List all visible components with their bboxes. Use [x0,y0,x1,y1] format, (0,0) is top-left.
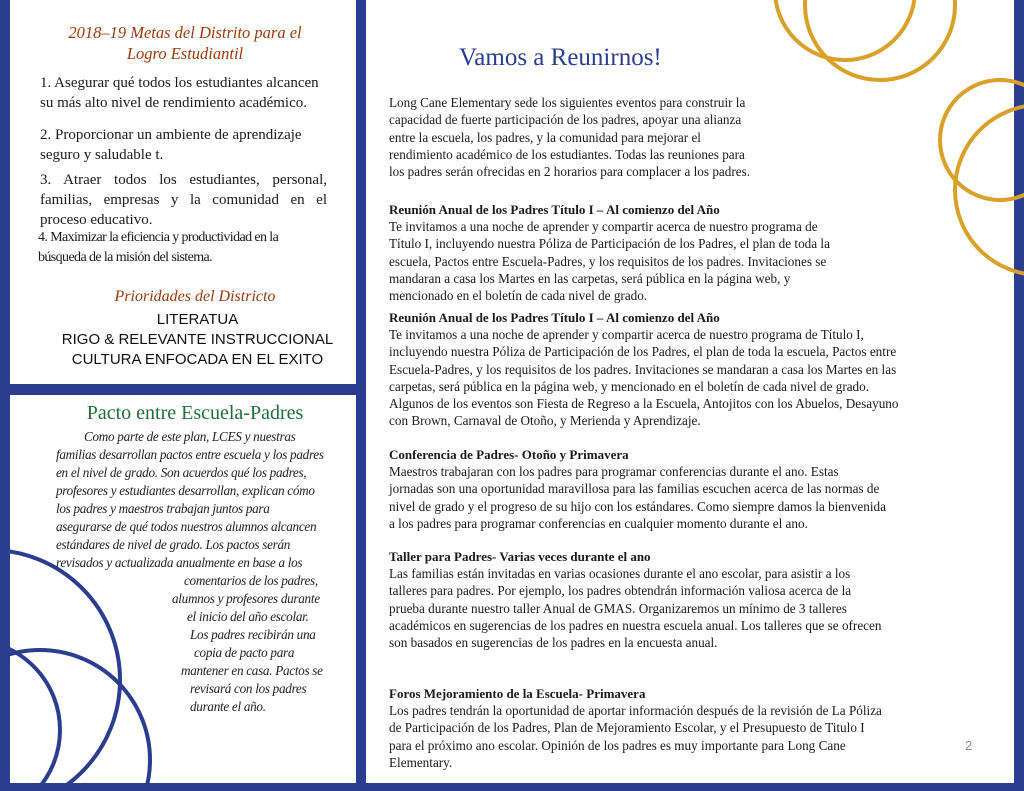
pacto-line: durante el año. [190,699,266,714]
page-heading: Vamos a Reunirnos! [459,44,662,71]
frame-right [1014,0,1024,791]
section-line: académicos en sugerencias de los padres en nuestra escuela anual. Los talleres que se ofrecen [389,617,882,633]
section-line: mencionado en el boletín de cada nivel de grado. [389,288,648,304]
goal-4-line2: búsqueda de la misión del sistema. [38,250,213,265]
section-title: Conferencia de Padres- Otoño y Primavera [389,447,629,462]
intro-line: entre la escuela, los padres, y la comunidad para mejorar el [389,129,701,145]
section-line: para el próximo ano escolar. Opinión de los padres es muy importante para Long Cane [389,737,846,753]
section-line: Te invitamos a una noche de aprender y compartir acerca de nuestro programa de Título I, [389,327,864,342]
pacto-line: comentarios de los padres, [184,573,318,588]
goal-2-line2: seguro y saludable t. [40,147,164,163]
pacto-line: el inicio del año escolar. [187,609,309,624]
section-line: jornadas son una oportunidad maravillosa para las familias escuchen acerca de las normas de [389,481,880,497]
pacto-line: estándares de nivel de grado. Los pactos serán [56,537,291,552]
section-body [389,565,974,651]
section-line: escuela, Pactos entre Escuela-Padres, y los requisitos de los padres. Invitaciones se [389,253,827,269]
frame-top-left [0,0,10,791]
section-line: talleres para padres. Por ejemplo, los padres obtendrán información valiosa acerca de la [389,583,852,599]
frame-bottom [0,783,1024,791]
pacto-line: asegurarse de qué todos nuestros alumnos alcancen [56,519,317,534]
pacto-line: Como parte de este plan, LCES y nuestras [84,429,296,444]
section-line: con Brown, Carnaval de Otoño, y Merienda y Aprendizaje. [389,413,701,429]
goal-1 [40,73,358,113]
section-line: a los padres para programar conferencias en cualquier momento durante el ano. [389,515,808,531]
pacto-line: los padres y maestros trabajan juntos para [56,501,270,516]
section-title: Taller para Padres- Varias veces durante el ano [389,549,651,564]
section-line: Las familias están invitadas en varias ocasiones durante el ano escolar, para asistir a los [389,566,851,581]
section-title: Reunión Anual de los Padres Título I – Al comienzo del Año [389,310,720,325]
intro-line: rendimiento académico de los estudiantes. Todas las reuniones para [389,146,745,162]
goal-4-line1: 4. Maximizar la eficiencia y productividad en la [38,230,279,245]
section-line: de Participación de los Padres, Plan de Mejoramiento Escolar, y el Presupuesto de Titulo I [389,720,865,736]
section-body [389,463,974,532]
priority-item: RIGO & RELEVANTE INSTRUCCIONAL [61,331,334,348]
pacto-line: copia de pacto para [194,645,295,660]
section-line: Te invitamos a una noche de aprender y compartir acerca de nuestro programa de [389,219,818,234]
section-title: Foros Mejoramiento de la Escuela- Primavera [389,686,646,701]
goal-2 [40,125,358,165]
section-line: Maestros trabajaran con los padres para programar conferencias durante el ano. Estas [389,464,839,479]
pacto-line: mantener en casa. Pactos se [181,663,323,678]
priority-item: LITERATUA [156,311,239,328]
goal-1-line1: 1. Asegurar qué todos los estudiantes alcancen [40,75,319,91]
section-line: Escuela-Padres, y los requisitos de los padres. Invitaciones se mandaran a casa los Martes en las [389,361,897,377]
section-body [389,326,974,430]
pacto-line: revisados y actualizada anualmente en base a los [56,555,303,570]
section-line: prueba durante nuestro taller Anual de GMAS. Organizaremos un mínimo de 3 talleres [389,600,847,616]
goals-title-line2: Logro Estudiantil [126,44,244,63]
pacto-line: profesores y estudiantes desarrollan, explican cómo [56,483,315,498]
intro-line: los padres serán ofrecidas en 2 horarios para complacer a los padres. [389,164,751,180]
goal-3: 3. Atraer todos los estudiantes, personal, familias, empresas y la comunidad en el proceso educativo. [40,172,327,228]
section-line: son basados en sugerencias de los padres en la encuesta anual. [389,635,718,651]
section-line: incluyendo nuestra Póliza de Participación de los Padres, el plan de toda la escuela, Pactos entre [389,344,897,360]
intro-paragraph [389,94,819,180]
section-line: Título I, incluyendo nuestra Póliza de Participación de los Padres, el plan de toda la [389,236,830,252]
section-line: Elementary. [389,754,453,770]
priority-item: CULTURA ENFOCADA EN EL EXITO [71,351,324,368]
section-body [389,702,974,771]
pacto-title: Pacto entre Escuela-Padres [86,402,304,424]
section-line: Algunos de los eventos son Fiesta de Regreso a la Escuela, Antojitos con los Abuelos, Desayuno [389,396,899,412]
goal-1-line2: su más alto nivel de rendimiento académico. [40,95,307,111]
pacto-line: Los padres recibirán una [190,627,316,642]
pacto-line: alumnos y profesores durante [172,591,320,606]
intro-line: Long Cane Elementary sede los siguientes eventos para construir la [389,95,746,110]
section-line: Los padres tendrán la oportunidad de aportar información después de la revisión de La Póliza [389,703,882,718]
goal-2-line1: 2. Proporcionar un ambiente de aprendizaje [40,127,302,143]
priorities-title: Prioridades del Districto [114,288,276,305]
section-body [389,218,974,304]
section-line: nivel de grado y el progreso de su hijo con los estándares. Como siempre damos la bienvenida [389,498,886,514]
goals-title-line1: 2018–19 Metas del Distrito para el [68,23,302,42]
section-title: Reunión Anual de los Padres Título I – Al comienzo del Año [389,202,720,217]
goal-4 [38,228,356,268]
goals-title [30,22,340,64]
section-line: mandaran a casa los Martes en las carpetas, será pública en la página web, y [389,270,791,286]
pacto-line: familias desarrollan pactos entre escuela y los padres [56,447,324,462]
section-line: carpetas, será pública en la página web, y mencionado en el boletín de cada nivel de grado. [389,378,870,394]
intro-line: capacidad de fuerte participación de los padres, apoyar una alianza [389,112,742,128]
frame-divider [0,384,366,395]
frame-left-inner [356,0,366,791]
pacto-line: en el nivel de grado. Son acuerdos qué los padres, [56,465,307,480]
page-number: 2 [965,738,973,753]
pacto-line: revisará con los padres [190,681,307,696]
